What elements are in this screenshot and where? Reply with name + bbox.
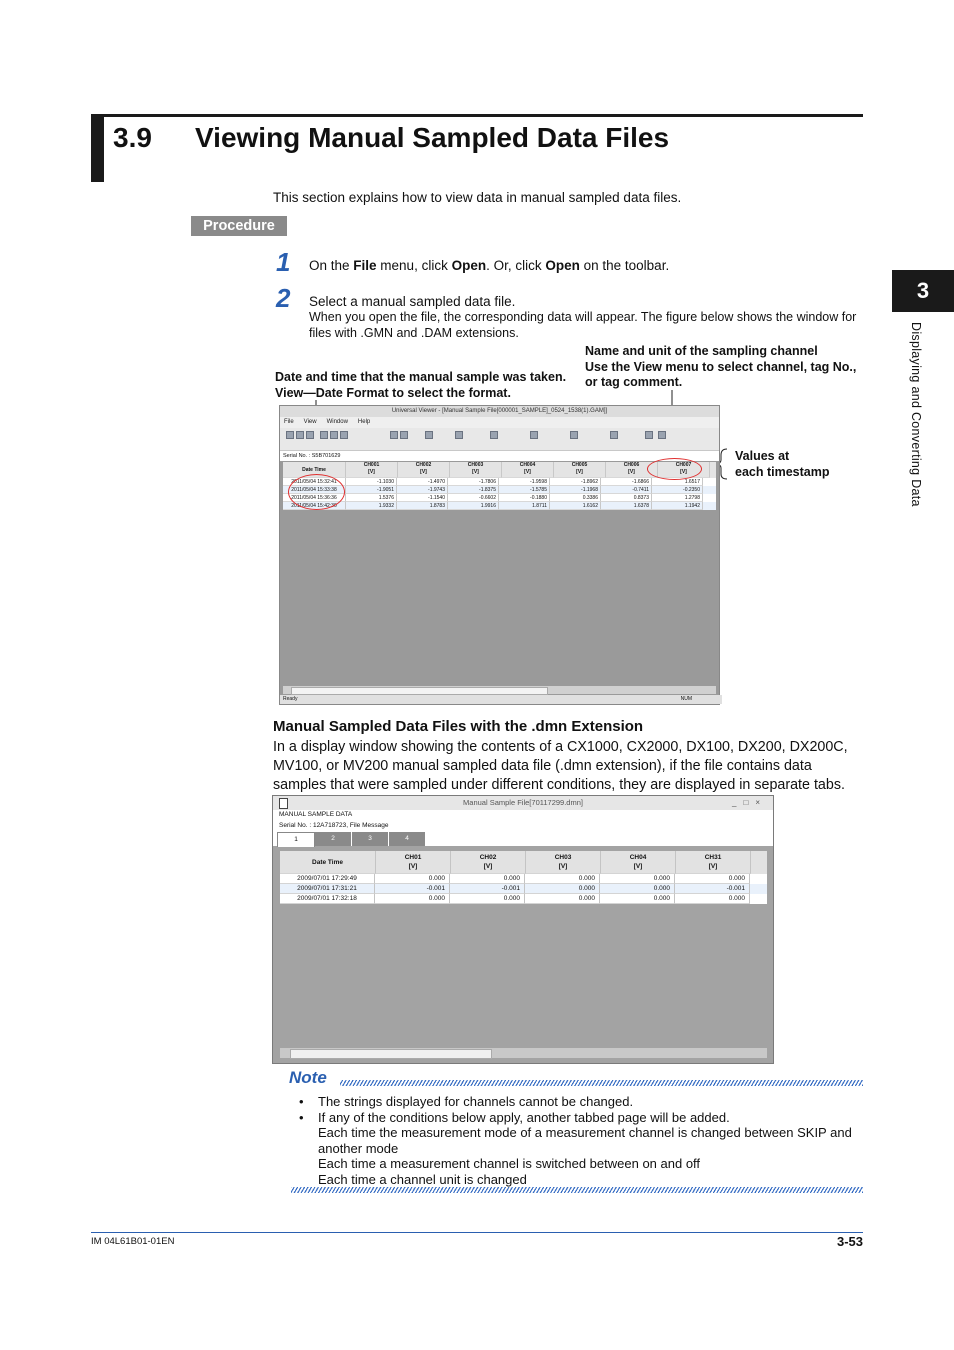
help-icon[interactable] bbox=[658, 431, 666, 439]
column-name: CH02 bbox=[479, 854, 497, 861]
value-cell: -1.1030 bbox=[346, 478, 397, 486]
page-title: Viewing Manual Sampled Data Files bbox=[195, 122, 670, 153]
column-unit: [V] bbox=[633, 863, 643, 870]
menu-file[interactable]: File bbox=[284, 419, 294, 425]
value-cell: 0.000 bbox=[600, 894, 675, 904]
value-cell: -1.8375 bbox=[448, 486, 499, 494]
chapter-tab-label: Displaying and Converting Data bbox=[909, 322, 923, 507]
note-list bbox=[299, 1094, 859, 1187]
value-cell: -1.8962 bbox=[550, 478, 601, 486]
column-header bbox=[502, 462, 554, 478]
viewer-window-gmn bbox=[279, 405, 720, 705]
column-name: CH003 bbox=[467, 462, 484, 468]
value-cell: 1.6517 bbox=[652, 478, 703, 486]
date-cell: 2011/05/04 15:36:36 bbox=[283, 494, 346, 502]
tab-3[interactable]: 3 bbox=[352, 832, 388, 846]
data-table-2 bbox=[280, 851, 767, 904]
column-name: CH04 bbox=[629, 854, 647, 861]
date-cell: 2011/05/04 15:33:38 bbox=[283, 486, 346, 494]
procedure-label: Procedure bbox=[191, 216, 287, 236]
column-name: CH002 bbox=[415, 462, 432, 468]
value-cell: 1.1942 bbox=[652, 502, 703, 510]
table-row bbox=[283, 502, 716, 510]
intro-text: This section explains how to view data in manual sampled data files. bbox=[273, 190, 682, 205]
value-cell: 0.000 bbox=[375, 874, 450, 884]
value-cell: -1.9743 bbox=[397, 486, 448, 494]
table-row bbox=[280, 884, 767, 894]
value-cell: 1.8711 bbox=[499, 502, 550, 510]
column-name: CH03 bbox=[554, 854, 572, 861]
tab-4[interactable]: 4 bbox=[389, 832, 425, 846]
window-controls[interactable]: _□× bbox=[732, 798, 767, 807]
value-cell: 0.000 bbox=[375, 894, 450, 904]
value-cell: -1.9598 bbox=[499, 478, 550, 486]
note-sub-3: Each time a channel unit is changed bbox=[318, 1171, 527, 1187]
value-cell: -1.7806 bbox=[448, 478, 499, 486]
column-header bbox=[398, 462, 450, 478]
value-cell: 0.000 bbox=[675, 894, 750, 904]
menu-window[interactable]: Window bbox=[326, 419, 348, 425]
table-header-2 bbox=[280, 851, 767, 874]
value-cell: -1.1540 bbox=[397, 494, 448, 502]
callout-date-time: Date and time that the manual sample was taken. View—Date Format to select the format. bbox=[275, 370, 567, 400]
value-cell: -0.001 bbox=[675, 884, 750, 894]
step-2-detail: When you open the file, the corresponding data will appear. The figure below shows the window for files with .GMN and .DAM extensions. bbox=[309, 310, 857, 340]
column-header: Date Time bbox=[283, 462, 346, 478]
paste-icon[interactable] bbox=[340, 431, 348, 439]
column-name: CH006 bbox=[623, 462, 640, 468]
serial-number-2: Serial No. : 12A718723, File Message bbox=[273, 820, 773, 831]
value-cell: 0.000 bbox=[525, 884, 600, 894]
value-cell: 0.000 bbox=[600, 874, 675, 884]
value-cell: 0.000 bbox=[600, 884, 675, 894]
value-cell: 1.8783 bbox=[397, 502, 448, 510]
menu-help[interactable]: Help bbox=[357, 419, 371, 425]
highlight-circle-channel bbox=[647, 458, 702, 480]
table-row bbox=[283, 478, 716, 486]
tab-1[interactable]: 1 bbox=[277, 832, 315, 847]
note-label: Note bbox=[289, 1068, 327, 1087]
step-2-main: Select a manual sampled data file. bbox=[309, 294, 516, 309]
print-icon[interactable] bbox=[645, 431, 653, 439]
zoom-icon[interactable] bbox=[425, 431, 433, 439]
subsection-text: In a display window showing the contents of a CX1000, CX2000, DX100, DX200, DX200C, MV100, or MV200 manual sampled data file (.dmn extension), if the file contains data samples that were sampled under different conditions, they are displayed in separate tabs. bbox=[273, 739, 848, 793]
chart-icon[interactable] bbox=[490, 431, 498, 439]
value-cell: 1.6378 bbox=[601, 502, 652, 510]
note-hatch-bottom bbox=[291, 1187, 863, 1193]
serial-number: Serial No. : S5B701629 bbox=[280, 451, 719, 461]
value-cell: -0.1880 bbox=[499, 494, 550, 502]
column-header bbox=[554, 462, 606, 478]
column-unit: [V] bbox=[680, 469, 687, 475]
column-unit: [V] bbox=[483, 863, 493, 870]
menu-bar bbox=[280, 417, 719, 428]
table-row bbox=[283, 486, 716, 494]
value-cell: 0.3386 bbox=[550, 494, 601, 502]
column-unit: [V] bbox=[368, 469, 375, 475]
value-cell: 1.9916 bbox=[448, 502, 499, 510]
horizontal-scrollbar[interactable] bbox=[283, 686, 716, 694]
column-unit: [V] bbox=[708, 863, 718, 870]
note-hatch-top bbox=[340, 1080, 863, 1086]
column-unit: [V] bbox=[472, 469, 479, 475]
column-unit: [V] bbox=[628, 469, 635, 475]
document-icon bbox=[279, 798, 288, 809]
column-header bbox=[451, 851, 526, 874]
grid-icon[interactable] bbox=[390, 431, 398, 439]
date-cell: 2009/07/01 17:31:21 bbox=[280, 884, 375, 894]
column-header: Date Time bbox=[280, 851, 376, 874]
menu-view[interactable]: View bbox=[303, 419, 317, 425]
step-1-number: 1 bbox=[276, 247, 291, 277]
value-cell: -0.001 bbox=[450, 884, 525, 894]
page-number: 3-53 bbox=[836, 1234, 863, 1249]
window-title-2: Manual Sample File[70117299.dmn] _□× bbox=[273, 796, 773, 810]
column-name: CH01 bbox=[404, 854, 422, 861]
scroll-thumb-2[interactable] bbox=[290, 1049, 492, 1059]
value-cell: -0.6602 bbox=[448, 494, 499, 502]
value-cell: 0.000 bbox=[525, 874, 600, 884]
callout-values: Values at each timestamp bbox=[735, 449, 830, 479]
note-sub-1: Each time the measurement mode of a measurement channel is changed between SKIP and another mode bbox=[318, 1125, 852, 1156]
tab-strip bbox=[273, 831, 773, 846]
value-cell: -1.4970 bbox=[397, 478, 448, 486]
window-title: Universal Viewer - [Manual Sample File[000001_SAMPLE]_0524_1538(1).GAM]] bbox=[280, 406, 719, 417]
date-cell: 2009/07/01 17:29:49 bbox=[280, 874, 375, 884]
step-1-text: On the File menu, click Open. Or, click Open on the toolbar. bbox=[309, 258, 670, 273]
highlight-circle-datetime bbox=[288, 474, 345, 510]
value-cell: 1.9332 bbox=[346, 502, 397, 510]
note-sub-2: Each time a measurement channel is switched between on and off bbox=[318, 1156, 701, 1171]
cursor-icon[interactable] bbox=[455, 431, 463, 439]
column-unit: [V] bbox=[420, 469, 427, 475]
column-unit: [V] bbox=[558, 863, 568, 870]
table-row bbox=[283, 494, 716, 502]
column-name: CH005 bbox=[571, 462, 588, 468]
value-cell: -0.7411 bbox=[601, 486, 652, 494]
column-header bbox=[526, 851, 601, 874]
column-header bbox=[676, 851, 751, 874]
open-icon[interactable] bbox=[286, 431, 294, 439]
note-bullet-2: • If any of the conditions below apply, another tabbed page will be added. bbox=[299, 1109, 730, 1125]
column-name: CH004 bbox=[519, 462, 536, 468]
export-icon[interactable] bbox=[610, 431, 618, 439]
value-cell: -1.1968 bbox=[550, 486, 601, 494]
tab-2[interactable]: 2 bbox=[315, 832, 351, 846]
save-icon[interactable] bbox=[306, 431, 314, 439]
value-cell: 0.000 bbox=[525, 894, 600, 904]
status-bar bbox=[280, 695, 722, 704]
value-cell: 0.8373 bbox=[601, 494, 652, 502]
note-bullet-1: • The strings displayed for channels cannot be changed. bbox=[299, 1094, 634, 1109]
viewer-window-dmn bbox=[272, 795, 774, 1064]
scroll-thumb[interactable] bbox=[291, 687, 548, 695]
status-text: Ready bbox=[283, 696, 298, 702]
table-row bbox=[280, 874, 767, 884]
status-num: NUM bbox=[680, 696, 692, 702]
step-2-number: 2 bbox=[276, 283, 291, 313]
date-cell: 2009/07/01 17:32:18 bbox=[280, 894, 375, 904]
value-cell: 1.2798 bbox=[652, 494, 703, 502]
value-cell: -1.9051 bbox=[346, 486, 397, 494]
column-header bbox=[450, 462, 502, 478]
value-cell: -0.2350 bbox=[652, 486, 703, 494]
value-cell: -0.001 bbox=[375, 884, 450, 894]
column-header bbox=[601, 851, 676, 874]
cut-icon[interactable] bbox=[320, 431, 328, 439]
channel-icon[interactable] bbox=[530, 431, 538, 439]
column-name: CH31 bbox=[704, 854, 722, 861]
copy-icon[interactable] bbox=[330, 431, 338, 439]
chapter-tab: 3 bbox=[892, 270, 954, 312]
value-cell: 1.6162 bbox=[550, 502, 601, 510]
column-unit: [V] bbox=[576, 469, 583, 475]
manual-sample-label: MANUAL SAMPLE DATA bbox=[273, 810, 773, 820]
value-cell: -1.6866 bbox=[601, 478, 652, 486]
doc-id: IM 04L61B01-01EN bbox=[91, 1236, 175, 1247]
date-cell: 2011/05/04 15:42:30 bbox=[283, 502, 346, 510]
value-cell: 0.000 bbox=[675, 874, 750, 884]
date-cell: 2011/05/04 15:32:41 bbox=[283, 478, 346, 486]
column-name: CH001 bbox=[363, 462, 380, 468]
column-unit: [V] bbox=[524, 469, 531, 475]
table-icon[interactable] bbox=[400, 431, 408, 439]
column-name: CH007 bbox=[675, 462, 692, 468]
column-unit: [V] bbox=[408, 863, 418, 870]
column-header bbox=[376, 851, 451, 874]
column-header bbox=[346, 462, 398, 478]
calc-icon[interactable] bbox=[570, 431, 578, 439]
value-cell: 0.000 bbox=[450, 894, 525, 904]
value-cell: -1.5785 bbox=[499, 486, 550, 494]
folder-icon[interactable] bbox=[296, 431, 304, 439]
toolbar bbox=[280, 428, 719, 451]
value-cell: 0.000 bbox=[450, 874, 525, 884]
table-row bbox=[280, 894, 767, 904]
value-cell: 1.5376 bbox=[346, 494, 397, 502]
footer-rule bbox=[91, 1232, 863, 1233]
section-number: 3.9 bbox=[113, 122, 152, 153]
subsection-title: Manual Sampled Data Files with the .dmn Extension bbox=[273, 718, 644, 735]
callout-channel-name: Name and unit of the sampling channel Use the View menu to select channel, tag No., or tag comment. bbox=[585, 344, 857, 389]
horizontal-scrollbar-2[interactable] bbox=[280, 1048, 767, 1058]
